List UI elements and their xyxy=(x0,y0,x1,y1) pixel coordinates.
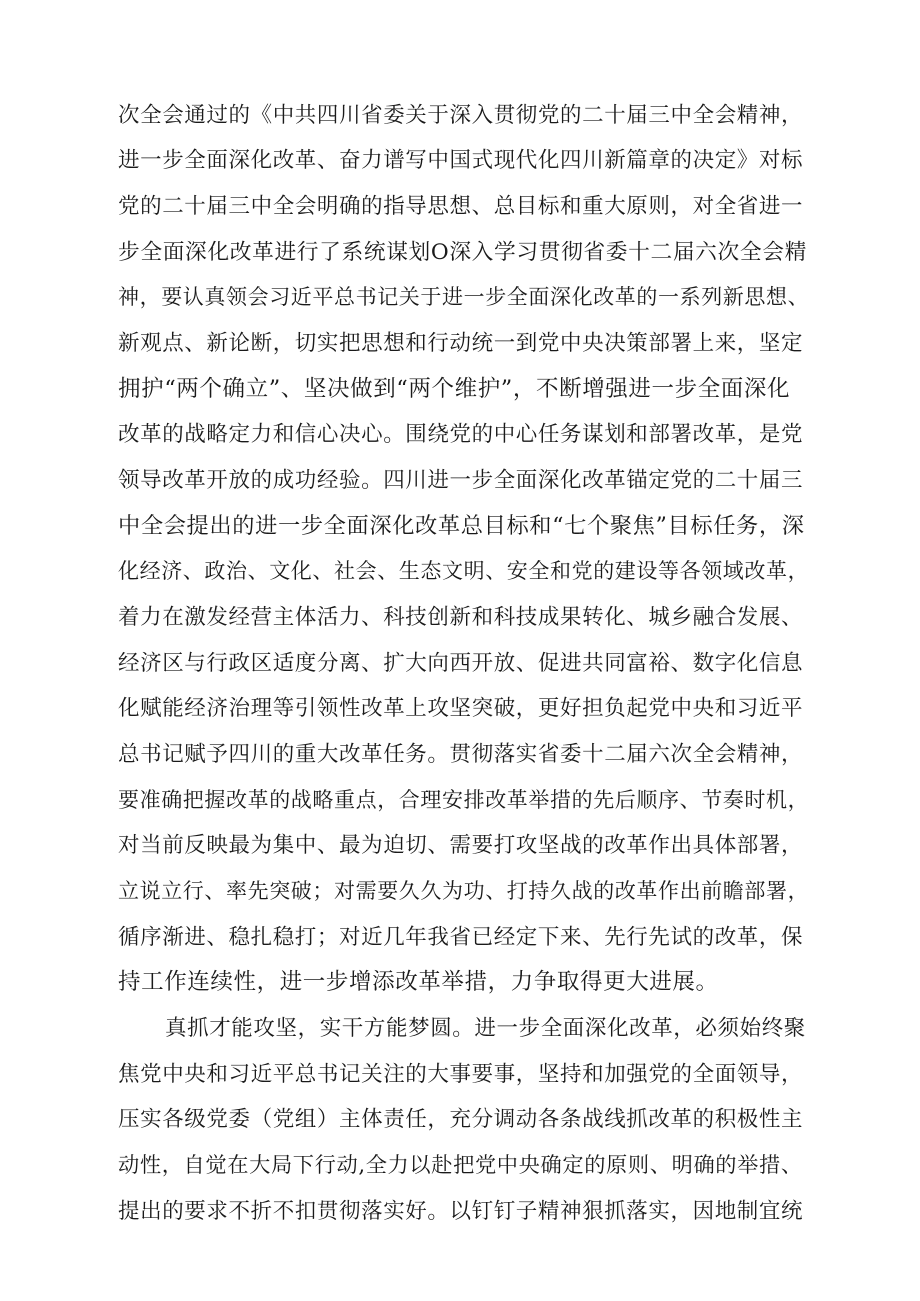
line-text: 次全会通过的《中共四川省委关于深入贯彻党的二十届三中全会精神， xyxy=(118,103,804,128)
line-text: 中全会提出的进一步全面深化改革总目标和“七个聚焦”目标任务，深 xyxy=(118,513,805,539)
text-line xyxy=(0,876,920,906)
line-text: 领导改革开放的成功经验。四川进一步全面深化改革锚定党的二十届三 xyxy=(118,468,804,493)
line-text: 要准确把握改革的战略重点，合理安排改革举措的先后顺序、节奏时机， xyxy=(118,788,810,812)
line-text: 立说立行、率先突破；对需要久久为功、打持久战的改革作出前瞻部署， xyxy=(118,879,810,903)
text-line xyxy=(0,511,920,541)
line-text: 压实各级党委（党组）主体责任，充分调动各条战线抓改革的积极性主 xyxy=(118,1107,804,1132)
line-text: 焦党中央和习近平总书记关注的大事要事，坚持和加强党的全面领导， xyxy=(118,1062,804,1087)
text-line xyxy=(0,145,920,175)
line-text: 真抓才能攻坚，实干方能梦圆。进一步全面深化改革，必须始终聚 xyxy=(165,1016,806,1041)
text-line xyxy=(0,693,920,723)
text-line xyxy=(0,785,920,815)
line-text: 动性，自觉在大局下行动,全力以赴把党中央确定的原则、明确的举措、 xyxy=(118,1153,803,1178)
text-line xyxy=(0,967,920,997)
text-line xyxy=(0,191,920,221)
text-line xyxy=(0,419,920,449)
line-text: 着力在激发经营主体活力、科技创新和科技成果转化、城乡融合发展、 xyxy=(118,605,804,630)
line-text: 经济区与行政区适度分离、扩大向西开放、促进共同富裕、数字化信息 xyxy=(118,651,804,676)
text-line xyxy=(0,922,920,952)
text-line xyxy=(0,328,920,358)
text-line xyxy=(0,602,920,632)
line-text: 党的二十届三中全会明确的指导思想、总目标和重大原则，对全省进一 xyxy=(118,194,804,219)
line-text: 步全面深化改革进行了系统谋划O深入学习贯彻省委十二届六次全会精 xyxy=(118,240,807,265)
line-text: 提出的要求不折不扣贯彻落实好。以钉钉子精神狠抓落实，因地制宜统 xyxy=(118,1199,804,1224)
text-line xyxy=(0,1104,920,1134)
text-line xyxy=(0,1059,920,1089)
line-text: 持工作连续性，进一步增添改革举措，力争取得更大进展。 xyxy=(118,969,719,995)
line-text: 化赋能经济治理等引领性改革上攻坚突破，更好担负起党中央和习近平 xyxy=(118,696,804,721)
text-line xyxy=(0,739,920,769)
line-text: 新观点、新论断，切实把思想和行动统一到党中央决策部署上来，坚定 xyxy=(118,331,804,356)
text-line xyxy=(0,648,920,678)
text-line xyxy=(0,556,920,586)
text-line xyxy=(0,1150,920,1180)
line-text: 拥护“两个确立”、坚决做到“两个维护”，不断增强进一步全面深化 xyxy=(118,376,791,402)
text-line xyxy=(0,100,920,130)
text-line xyxy=(0,282,920,312)
text-line xyxy=(0,1196,920,1226)
line-text: 总书记赋予四川的重大改革任务。贯彻落实省委十二届六次全会精神， xyxy=(118,742,804,767)
line-text: 神，要认真领会习近平总书记关于进一步全面深化改革的一系列新思想、 xyxy=(118,285,810,309)
text-line xyxy=(0,374,920,404)
text-line xyxy=(0,237,920,267)
line-text: 进一步全面深化改革、奋力谱写中国式现代化四川新篇章的决定》对标 xyxy=(118,148,804,173)
line-text: 化经济、政治、文化、社会、生态文明、安全和党的建设等各领域改革， xyxy=(118,559,810,583)
line-text: 改革的战略定力和信心决心。围绕党的中心任务谋划和部署改革，是党 xyxy=(118,422,804,447)
text-line xyxy=(0,465,920,495)
line-text: 对当前反映最为集中、最为迫切、需要打攻坚战的改革作出具体部署， xyxy=(118,833,804,858)
text-line xyxy=(0,830,920,860)
paragraph-start-line xyxy=(0,1013,920,1043)
line-text: 循序渐进、稳扎稳打；对近几年我省已经定下来、先行先试的改革，保 xyxy=(118,925,804,950)
